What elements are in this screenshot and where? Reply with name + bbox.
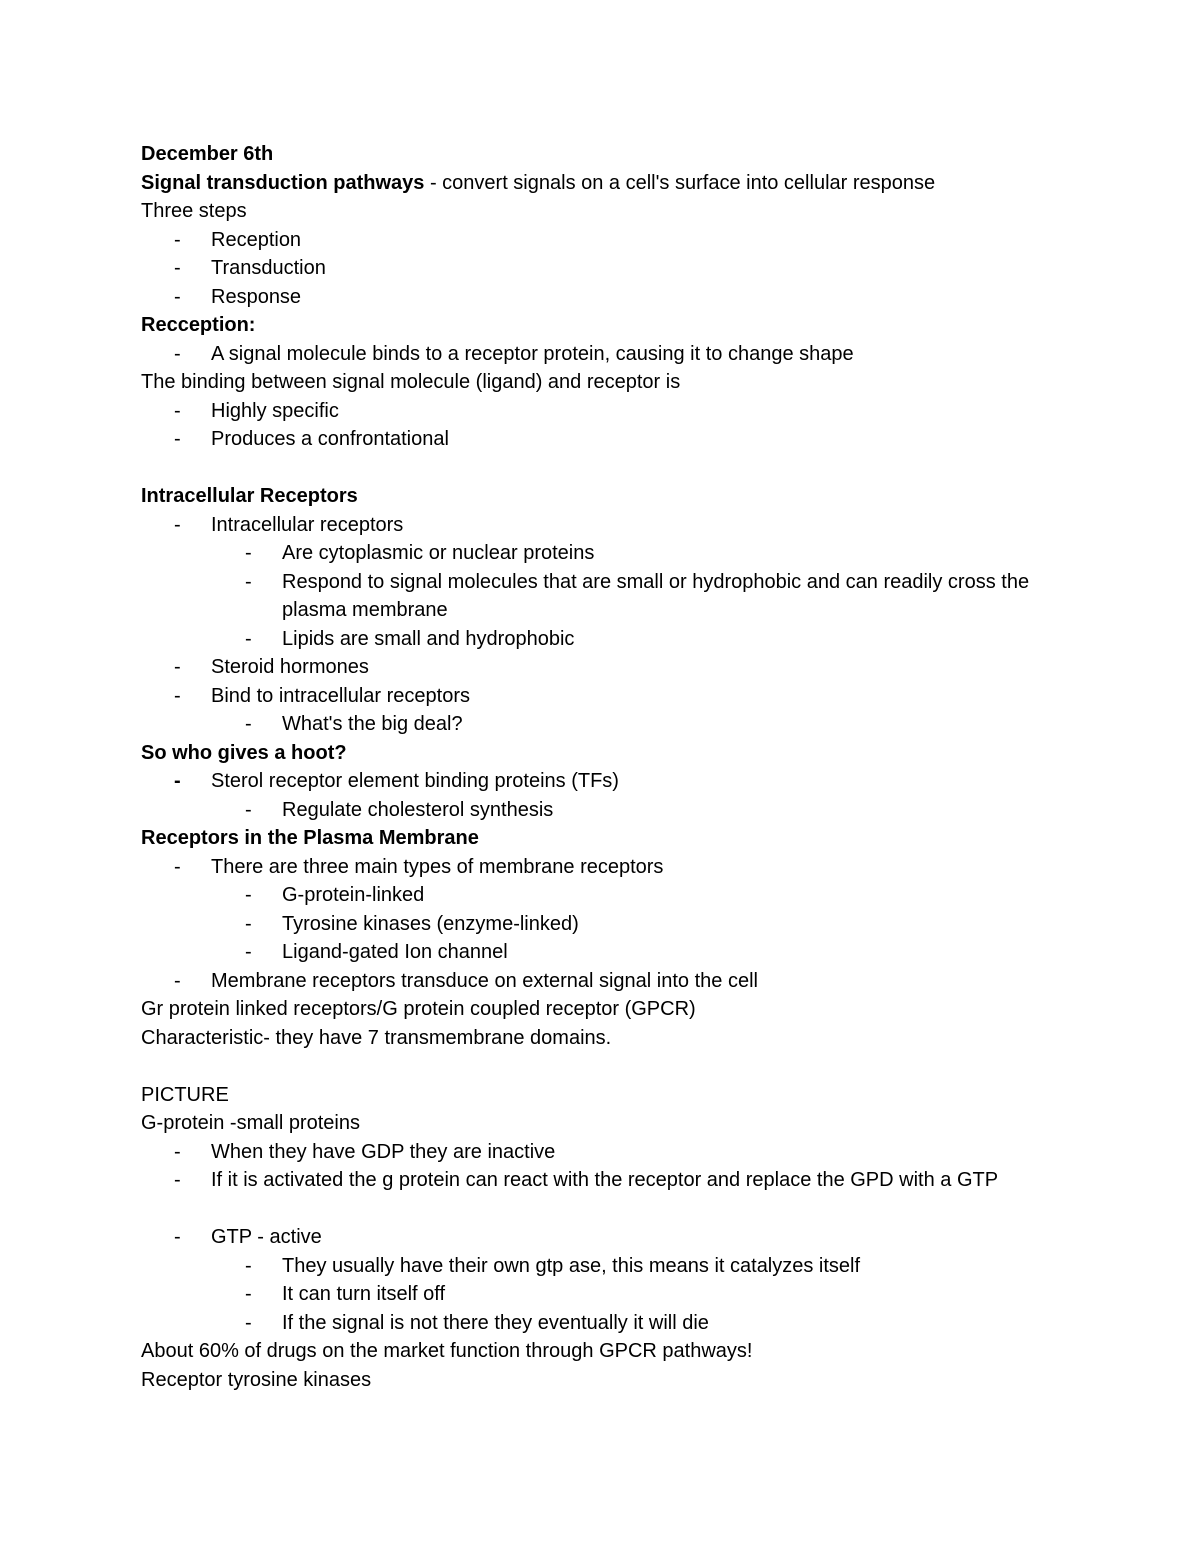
list-item	[141, 853, 1101, 882]
list-item-text: Tyrosine kinases (enzyme-linked)	[282, 912, 579, 935]
paragraph-line: About 60% of drugs on the market function through GPCR pathways!	[141, 1340, 753, 1362]
list-item-text: Lipids are small and hydrophobic	[282, 627, 575, 650]
list-item-text: Highly specific	[211, 399, 339, 422]
section-heading-intracellular: Intracellular Receptors	[141, 485, 358, 507]
bullet-dash: -	[174, 285, 181, 308]
list-item	[141, 283, 1101, 312]
list-item	[141, 254, 1101, 283]
list-item-text: Intracellular receptors	[211, 513, 404, 536]
list-item-text: Are cytoplasmic or nuclear proteins	[282, 542, 595, 564]
bullet-dash: -	[174, 969, 181, 992]
sub-list-item	[141, 1252, 1101, 1281]
bullet-dash: -	[174, 257, 181, 279]
list-item-text: Respond to signal molecules that are small or hydrophobic and can readily cross the plasma membrane	[282, 570, 1030, 621]
list-item	[141, 397, 1101, 426]
list-item	[141, 1138, 1101, 1167]
term-definition: - convert signals on a cell's surface into cellular response	[424, 171, 936, 194]
list-item-text: What's the big deal?	[282, 713, 463, 735]
section-heading-plasma-membrane: Receptors in the Plasma Membrane	[141, 827, 479, 849]
paragraph-line: Characteristic- they have 7 transmembrane domains.	[141, 1026, 612, 1049]
list-item-text: Sterol receptor element binding proteins (TFs)	[211, 770, 619, 792]
list-item	[141, 682, 1101, 711]
picture-placeholder-label: PICTURE	[141, 1083, 229, 1106]
list-item	[141, 967, 1101, 996]
list-item-text: If it is activated the g protein can react with the receptor and replace the GPD with a GTP	[211, 1169, 999, 1191]
bullet-dash: -	[174, 1169, 181, 1191]
term-signal-transduction: Signal transduction pathways	[141, 171, 425, 194]
list-item-text: GTP - active	[211, 1226, 322, 1248]
bullet-dash: -	[245, 912, 252, 935]
bullet-dash: -	[174, 399, 181, 422]
bullet-dash: -	[245, 627, 252, 650]
date-heading: December 6th	[141, 143, 274, 165]
list-item-text: Reception	[211, 228, 302, 251]
blank-line	[141, 1052, 1101, 1081]
list-item	[141, 226, 1101, 255]
paragraph-line: Gr protein linked receptors/G protein coupled receptor (GPCR)	[141, 998, 696, 1020]
list-item-text: Bind to intracellular receptors	[211, 684, 471, 707]
sub-list-item	[141, 625, 1101, 654]
list-item-text: If the signal is not there they eventually it will die	[282, 1311, 709, 1334]
list-item	[141, 425, 1101, 454]
list-item-text: They usually have their own gtp ase, this means it catalyzes itself	[282, 1254, 861, 1277]
bullet-dash: -	[174, 428, 181, 450]
list-item-text: Transduction	[211, 257, 326, 279]
bullet-dash: -	[174, 342, 181, 365]
list-item-text: Produces a confrontational	[211, 428, 449, 450]
sub-list-item	[141, 796, 1101, 825]
bullet-dash: -	[245, 798, 252, 821]
list-item-text: There are three main types of membrane receptors	[211, 855, 664, 878]
list-item-text: Regulate cholesterol synthesis	[282, 798, 554, 821]
paragraph-line: The binding between signal molecule (ligand) and receptor is	[141, 371, 681, 393]
list-item-text: Membrane receptors transduce on external signal into the cell	[211, 969, 758, 992]
bullet-dash: -	[174, 684, 181, 707]
bullet-dash: -	[245, 713, 252, 735]
bullet-dash: -	[245, 1283, 252, 1305]
bullet-dash: -	[174, 855, 181, 878]
bullet-dash: -	[174, 513, 181, 536]
intro-line	[141, 169, 1101, 198]
bullet-dash: -	[245, 884, 252, 906]
notes-body	[141, 140, 1101, 1394]
list-item	[141, 653, 1101, 682]
list-item-text: Ligand-gated Ion channel	[282, 941, 508, 963]
sub-list-item	[141, 881, 1101, 910]
section-heading-hoot: So who gives a hoot?	[141, 741, 347, 764]
sub-list-item	[141, 1280, 1101, 1309]
list-item-text: When they have GDP they are inactive	[211, 1140, 556, 1163]
paragraph-line: Receptor tyrosine kinases	[141, 1368, 372, 1391]
section-heading-reception: Recception:	[141, 314, 256, 336]
paragraph-line: G-protein -small proteins	[141, 1112, 360, 1134]
bullet-dash: -	[245, 542, 252, 564]
list-item-text: A signal molecule binds to a receptor protein, causing it to change shape	[211, 342, 854, 365]
bullet-dash: -	[245, 1311, 252, 1334]
list-item	[141, 340, 1101, 369]
list-item	[141, 511, 1101, 540]
sub-list-item	[141, 568, 1101, 625]
list-item-text: Steroid hormones	[211, 656, 369, 678]
bullet-dash: -	[174, 1140, 181, 1163]
list-item-text: It can turn itself off	[282, 1283, 446, 1305]
bullet-dash: -	[245, 570, 252, 593]
sub-list-item	[141, 910, 1101, 939]
list-item-text: Response	[211, 285, 302, 308]
list-item-text: G-protein-linked	[282, 884, 425, 906]
bullet-dash: -	[174, 656, 181, 678]
bullet-dash: -	[174, 1226, 181, 1248]
bullet-dash: -	[174, 228, 181, 251]
bullet-dash: -	[245, 1254, 252, 1277]
list-item	[141, 1223, 1101, 1252]
bullet-dash: -	[245, 941, 252, 963]
sub-list-item	[141, 710, 1101, 739]
blank-line	[141, 454, 1101, 483]
sub-list-item	[141, 938, 1101, 967]
bullet-dash: -	[174, 770, 181, 792]
sub-list-item	[141, 539, 1101, 568]
three-steps-label: Three steps	[141, 200, 247, 222]
sub-list-item	[141, 1309, 1101, 1338]
list-item	[141, 1166, 1101, 1223]
list-item	[141, 767, 1101, 796]
